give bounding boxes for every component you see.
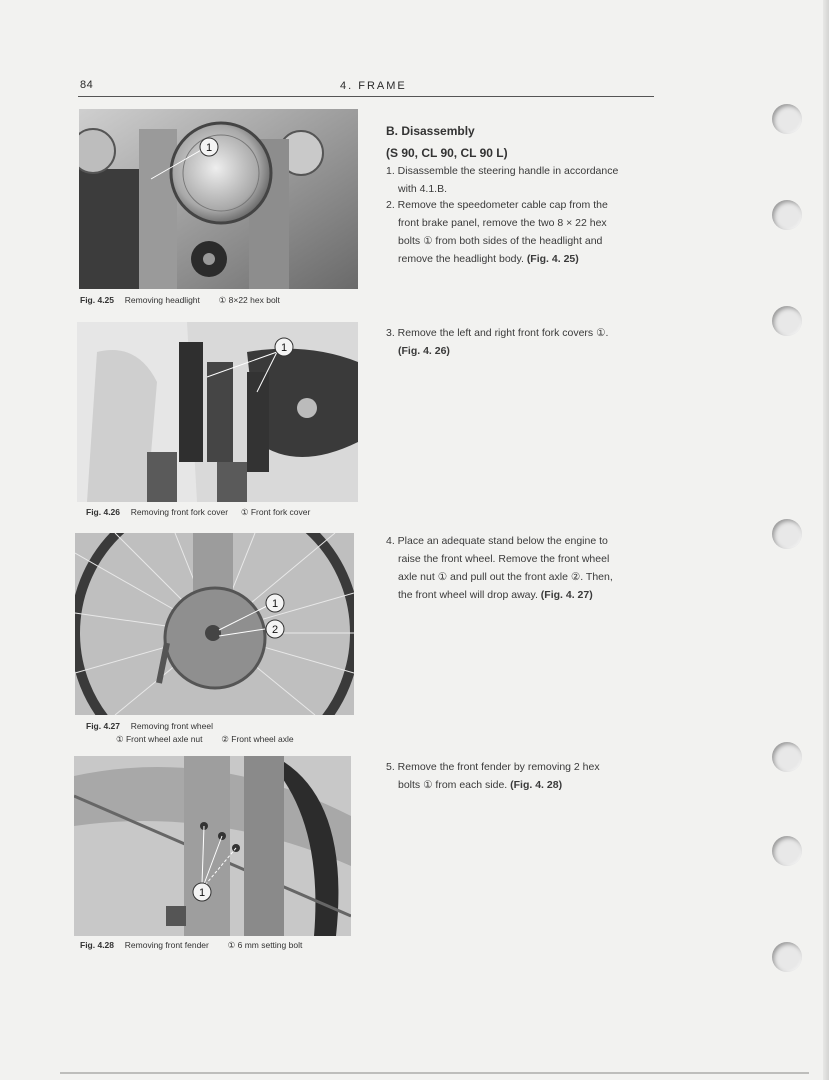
figure-4-27-photo <box>75 533 354 715</box>
callout-1: 1 <box>271 598 279 610</box>
callout-1: 1 <box>205 142 213 154</box>
binder-hole <box>772 942 802 972</box>
section-title: B. Disassembly <box>386 124 475 138</box>
callout-2: 2 <box>271 624 279 636</box>
figure-part: ① Front wheel axle nut <box>116 734 203 744</box>
figure-label: Fig. 4.27 <box>86 721 121 731</box>
binder-hole <box>772 742 802 772</box>
step-2 <box>386 196 608 268</box>
step-line: front brake panel, remove the two 8 × 22 hex <box>398 217 607 229</box>
figure-part: ① 6 mm setting bolt <box>227 940 303 950</box>
figure-4-28-caption <box>80 940 302 951</box>
step-line: 5. Remove the front fender by removing 2 hex <box>386 761 600 773</box>
figure-label: Fig. 4.25 <box>80 295 115 305</box>
step-line: 2. Remove the speedometer cable cap from the <box>386 199 608 211</box>
figure-reference: (Fig. 4. 28) <box>510 779 563 791</box>
binder-hole <box>772 519 802 549</box>
figure-4-27-caption <box>86 720 294 746</box>
figure-4-25-photo <box>79 109 358 289</box>
figure-caption: Removing headlight <box>124 295 200 305</box>
step-5 <box>386 758 600 794</box>
figure-reference: (Fig. 4. 25) <box>526 253 579 265</box>
step-line: 1. Disassemble the steering handle in accordance <box>386 165 619 177</box>
figure-caption: Removing front wheel <box>130 721 213 731</box>
figure-4-25-caption <box>80 295 280 306</box>
chapter-title: 4. FRAME <box>340 80 407 92</box>
step-3 <box>386 324 608 360</box>
page-edge <box>823 0 829 1080</box>
binder-hole <box>772 306 802 336</box>
figure-label: Fig. 4.28 <box>80 940 115 950</box>
figure-part: ① 8×22 hex bolt <box>218 295 280 305</box>
callout-1: 1 <box>280 342 288 354</box>
figure-part: ② Front wheel axle <box>221 734 294 744</box>
step-line: the front wheel will drop away. <box>398 589 538 601</box>
step-line: bolts ① from each side. <box>398 779 508 791</box>
figure-4-28-photo <box>74 756 351 936</box>
step-line: with 4.1.B. <box>398 183 448 195</box>
figure-4-26-caption <box>86 507 310 518</box>
figure-label: Fig. 4.26 <box>86 507 121 517</box>
step-line: 3. Remove the left and right front fork covers ①. <box>386 327 609 339</box>
step-line: 4. Place an adequate stand below the engine to <box>386 535 608 547</box>
figure-caption: Removing front fender <box>124 940 209 950</box>
step-1 <box>386 162 618 198</box>
callout-1: 1 <box>198 887 206 899</box>
binder-hole <box>772 200 802 230</box>
figure-reference: (Fig. 4. 27) <box>540 589 593 601</box>
step-4 <box>386 532 613 604</box>
step-line: axle nut ① and pull out the front axle ②. Then, <box>398 571 613 583</box>
binder-hole <box>772 104 802 134</box>
figure-part: ① Front fork cover <box>240 507 311 517</box>
page-number: 84 <box>80 79 94 91</box>
step-line: remove the headlight body. <box>398 253 524 265</box>
figure-reference: (Fig. 4. 26) <box>398 345 450 357</box>
step-line: bolts ① from both sides of the headlight and <box>398 235 603 247</box>
step-line: raise the front wheel. Remove the front wheel <box>398 553 610 565</box>
header-rule <box>78 96 654 97</box>
section-models: (S 90, CL 90, CL 90 L) <box>386 146 508 160</box>
figure-4-26-photo <box>77 322 358 502</box>
bottom-edge <box>60 1072 809 1074</box>
binder-hole <box>772 836 802 866</box>
figure-caption: Removing front fork cover <box>130 507 229 517</box>
